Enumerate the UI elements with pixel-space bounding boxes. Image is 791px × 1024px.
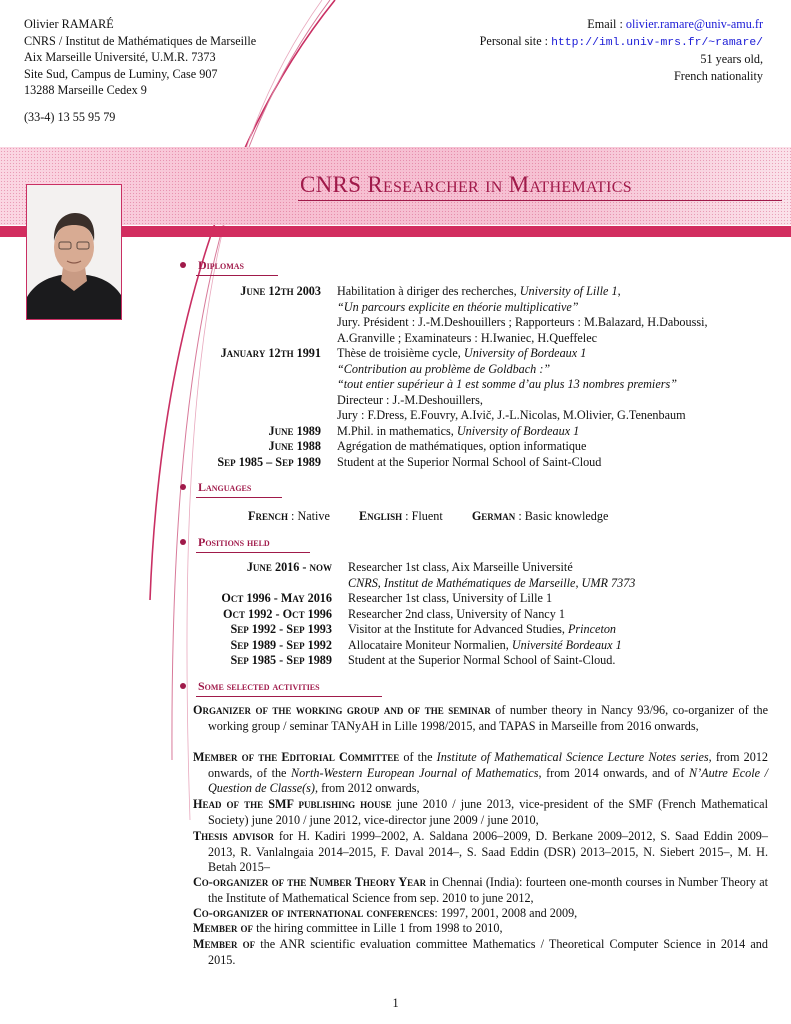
position-line: Allocataire Moniteur Normalien, Université Bordeaux 1: [348, 637, 622, 652]
title-underline: [298, 200, 782, 201]
contact-right: [480, 16, 763, 84]
contact-block: [24, 16, 256, 125]
address-line: CNRS / Institut de Mathématiques de Marseille: [24, 33, 257, 48]
page-number: 1: [392, 996, 399, 1010]
position-line: Researcher 1st class, Aix Marseille Université: [348, 560, 573, 574]
diploma-line: A.Granville ; Examinateurs : H.Iwaniec, H.Queffelec: [337, 330, 598, 345]
website-link[interactable]: http://iml.univ-mrs.fr/~ramare/: [551, 36, 763, 49]
activity-heading: Member of: [193, 921, 254, 935]
position-line: Researcher 1st class, University of Lille 1: [348, 591, 553, 605]
activity-item: Co-organizer of international conferences: 1997, 2001, 2008 and 2009,: [193, 906, 578, 920]
diploma-date: June 12th 2003: [240, 284, 321, 298]
activity-item: Co-organizer of the Number Theory Year in Chennai (India): fourteen one-month courses in Number Theory at the Institute of Mathematical Science from sep. 2010 to june 2012,: [193, 875, 769, 905]
position-date: Sep 1985 - Sep 1989: [230, 653, 332, 667]
address-line: 13288 Marseille Cedex 9: [24, 83, 147, 97]
section-rule: [196, 696, 382, 697]
email-label: Email :: [587, 17, 623, 31]
section-heading-positions: Positions held: [180, 535, 270, 550]
diploma-line: M.Phil. in mathematics, University of Bordeaux 1: [337, 423, 580, 438]
activity-item: Thesis advisor for H. Kadiri 1999–2002, A. Saldana 2006–2009, D. Berkane 2009–2012, S. Saad Eddin 2009–2013, R. Vanlalngaia 2014–2015, F. Daval 2014–, S. Saad Eddin (DSR) 2013–2015, N. Siebert 2015–, M. H. Betah 2015–: [193, 829, 768, 875]
diploma-line: “Un parcours explicite en théorie multiplicative”: [337, 299, 579, 314]
diploma-date: June 1988: [268, 439, 321, 453]
diploma-line: Directeur : J.-M.Deshouillers,: [337, 392, 483, 407]
position-date: Oct 1992 - Oct 1996: [223, 606, 332, 621]
portrait-photo: [26, 184, 122, 320]
section-rule: [196, 275, 278, 276]
activity-heading: Co-organizer of the Number Theory Year: [193, 875, 427, 889]
languages-row: French : Native English : Fluent German : Basic knowledge: [248, 509, 609, 523]
diploma-line: Habilitation à diriger des recherches, University of Lille 1,: [337, 284, 621, 298]
diploma-line: “Contribution au problème de Goldbach :”: [337, 361, 551, 376]
author-name: Olivier RAMARÉ: [24, 17, 114, 31]
diploma-date: June 1989: [268, 423, 321, 438]
bullet-icon: [180, 539, 186, 545]
position-date: June 2016 - now: [246, 560, 332, 574]
diploma-line: Jury. Président : J.-M.Deshouillers ; Rapporteurs : M.Balazard, H.Daboussi,: [337, 315, 708, 329]
diploma-line: Jury : F.Dress, E.Fouvry, A.Ivič, J.-L.Nicolas, M.Olivier, G.Tenenbaum: [337, 408, 686, 422]
bullet-icon: [180, 262, 186, 268]
section-rule: [196, 552, 310, 553]
activity-item: Member of the ANR scientific evaluation committee Mathematics / Theoretical Computer Science in 2014 and 2015.: [193, 937, 768, 967]
position-date: Sep 1989 - Sep 1992: [230, 637, 332, 652]
diploma-date: January 12th 1991: [220, 346, 321, 360]
activity-item: Organizer of the working group and of the seminar of number theory in Nancy 93/96, co-organizer of the working group / seminar TANyAH in Lille 1998/2015, and TAPAS in Marseille from 2016 onwards,: [193, 703, 769, 733]
diploma-date: Sep 1985 – Sep 1989: [217, 454, 321, 469]
position-date: Sep 1992 - Sep 1993: [230, 622, 332, 636]
activity-heading: Thesis advisor: [193, 829, 274, 843]
section-rule: [196, 497, 282, 498]
page-title: CNRS Researcher in Mathematics: [300, 172, 632, 197]
section-heading-diplomas: Diplomas: [180, 258, 244, 273]
age: 51 years old,: [700, 52, 763, 66]
position-line: Student at the Superior Normal School of Saint-Cloud.: [348, 653, 616, 667]
activity-item: Member of the Editorial Committee of the Institute of Mathematical Science Lecture Notes series, from 2012 onwards, of the North-Western European Journal of Mathematics, from 2014 onwards, and of N’Autre Ecole / Question de Classe(s), from 2012 onwards,: [193, 750, 769, 796]
section-heading-activities: Some selected activities: [180, 679, 320, 694]
activity-item: Member of the hiring committee in Lille 1 from 1998 to 2010,: [193, 921, 503, 935]
position-date: Oct 1996 - May 2016: [221, 591, 332, 605]
site-label: Personal site :: [479, 33, 549, 48]
diploma-line: “tout entier supérieur à 1 est somme d’au plus 13 nombres premiers”: [337, 377, 677, 391]
phone-number: (33-4) 13 55 95 79: [24, 109, 116, 124]
bullet-icon: [180, 683, 186, 689]
bullet-icon: [180, 484, 186, 490]
diploma-line: Student at the Superior Normal School of Saint-Cloud: [337, 454, 602, 469]
address-line: Site Sud, Campus de Luminy, Case 907: [24, 66, 218, 81]
activity-heading: Member of the Editorial Committee: [193, 750, 400, 764]
activity-heading: Member of: [193, 937, 256, 951]
position-line: Researcher 2nd class, University of Nancy 1: [348, 606, 565, 621]
section-heading-languages: Languages: [180, 480, 251, 495]
position-line: CNRS, Institut de Mathématiques de Marseille, UMR 7373: [348, 575, 636, 590]
nationality: French nationality: [673, 68, 763, 83]
diploma-line: Agrégation de mathématiques, option informatique: [337, 439, 587, 453]
position-line: Visitor at the Institute for Advanced Studies, Princeton: [348, 622, 617, 636]
activity-heading: Head of the SMF publishing house: [193, 797, 392, 811]
activity-heading: Co-organizer of international conferences: [193, 906, 435, 920]
address-line: Aix Marseille Université, U.M.R. 7373: [24, 50, 216, 64]
activity-heading: Organizer of the working group and of the seminar: [193, 703, 491, 717]
activity-item: Head of the SMF publishing house june 2010 / june 2013, vice-president of the SMF (French Mathematical Society) june 2010 / june 2012, vice-director june 2009 / june 2010,: [193, 797, 768, 827]
diploma-line: Thèse de troisième cycle, University of Bordeaux 1: [337, 346, 587, 360]
email-link[interactable]: olivier.ramare@univ-amu.fr: [625, 17, 763, 31]
